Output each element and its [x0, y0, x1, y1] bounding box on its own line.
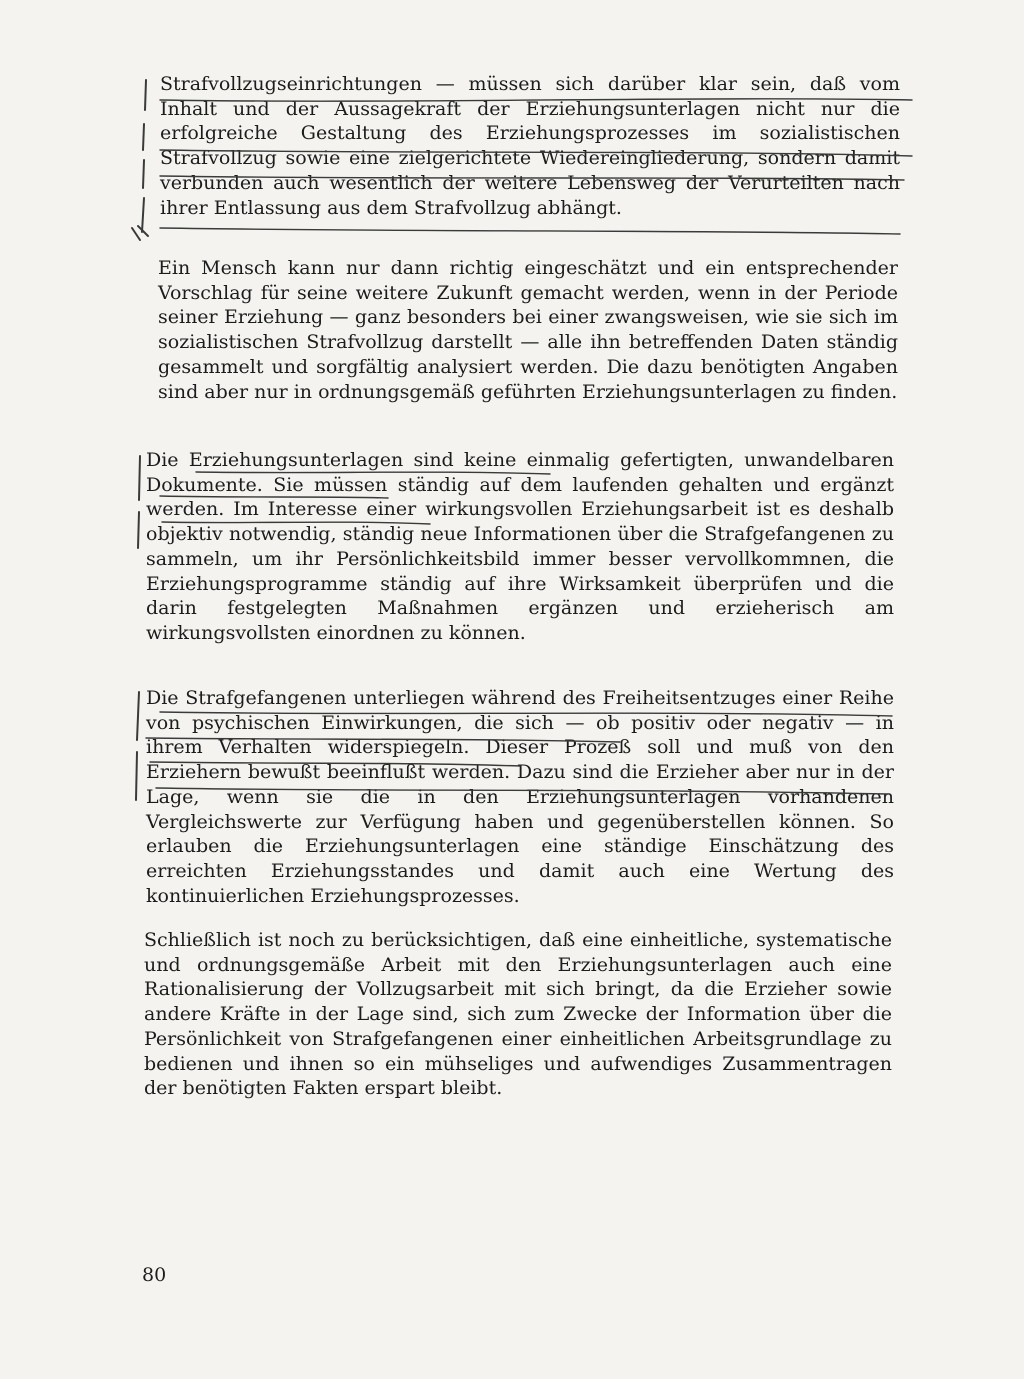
paragraph-3: Die Erziehungsunterlagen sind keine einmalig gefertigten, unwandelbaren Dokumente. Sie müssen ständig auf dem laufenden gehalten und ergänzt werden. Im Interesse einer wirkungsvollen Erziehungsarbeit ist es deshalb objektiv notwendig, ständig neue Informationen über die Strafgefangenen zu sammeln, um ihr Persönlichkeitsbild immer besser vervollkommnen, die Erziehungsprogramme ständig auf ihre Wirksamkeit überprüfen und die darin festgelegten Maßnahmen ergänzen und erzieherisch am wirkungsvollsten einordnen zu können. — [146, 449, 894, 644]
margin-tick-1 — [132, 226, 148, 240]
margin-bar-1 — [142, 80, 146, 232]
page-number: 80 — [142, 1264, 167, 1286]
paragraph-2: Ein Mensch kann nur dann richtig eingeschätzt und ein entsprechender Vorschlag für seine weitere Zukunft gemacht werden, wenn in der Periode seiner Erziehung — ganz besonders bei einer zwangsweisen, wie sie sich im sozialistischen Strafvollzug darstellt — alle ihn betreffenden Daten ständig gesammelt und sorgfältig analysiert werden. Die dazu benötigten Angaben sind aber nur in ordnungsgemäß geführten Erziehungsunterlagen zu finden. — [158, 257, 898, 403]
underline-1d — [160, 228, 900, 234]
paragraph-4: Die Strafgefangenen unterliegen während des Freiheitsentzuges einer Reihe von psychischen Einwirkungen, die sich — ob positiv oder negativ — in ihrem Verhalten widerspiegeln. Dieser Prozeß soll und muß von den Erziehern bewußt beeinflußt werden. Dazu sind die Erzieher aber nur in der Lage, wenn sie die in den Erziehungsunterlagen vorhandenen Vergleichswerte zur Verfügung haben und gegenüberstellen können. So erlauben die Erziehungsunterlagen eine ständige Einschätzung des erreichten Erziehungsstandes und damit auch eine Wertung des kontinuierlichen Erziehungsprozesses. — [146, 687, 894, 907]
paragraph-5: Schließlich ist noch zu berücksichtigen, daß eine einheitliche, systematische und ordnungsgemäße Arbeit mit den Erziehungsunterlagen auch eine Rationalisierung der Vollzugsarbeit mit sich bringt, da die Erzieher sowie andere Kräfte in der Lage sind, sich zum Zwecke der Information über die Persönlichkeit von Strafgefangenen einer einheitlichen Arbeitsgrundlage zu bedienen und ihnen so ein mühseliges und aufwendiges Zusammentragen der benötigten Fakten erspart bleibt. — [144, 929, 892, 1100]
paragraph-1: Strafvollzugseinrichtungen — müssen sich darüber klar sein, daß vom Inhalt und der Aussagekraft der Erziehungsunterlagen nicht nur die erfolgreiche Gestaltung des Erziehungsprozesses im sozialistischen Strafvollzug sowie eine zielgerichtete Wiedereingliederung, sondern damit verbunden auch wesentlich der weitere Lebensweg der Verurteilten nach ihrer Entlassung aus dem Strafvollzug abhängt. — [160, 73, 900, 219]
margin-bar-3 — [138, 456, 140, 548]
margin-bar-4 — [136, 692, 139, 800]
